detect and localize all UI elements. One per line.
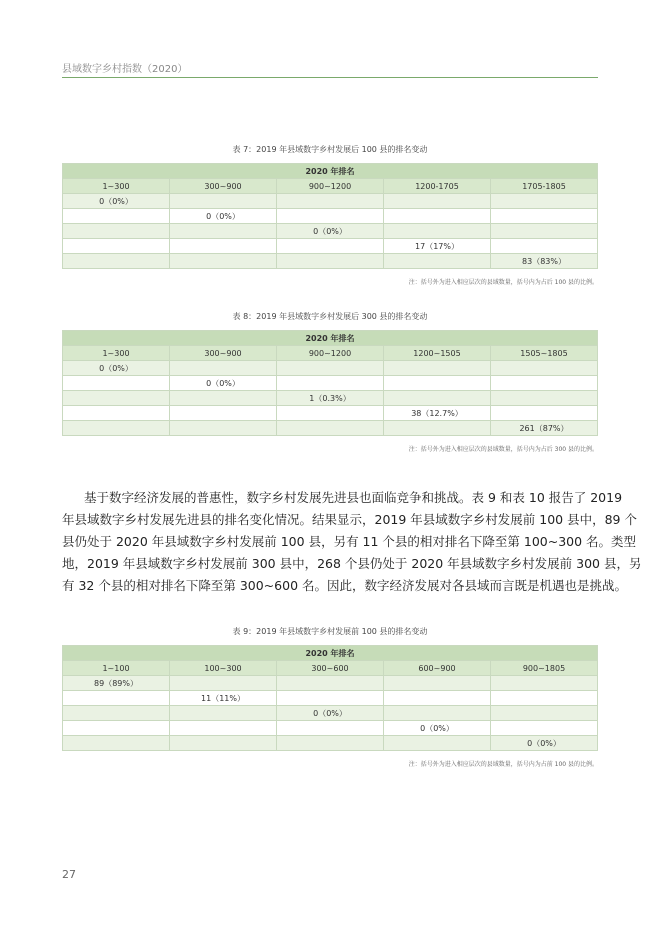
table-cell: [491, 194, 598, 209]
table-cell: 0（0%）: [277, 706, 384, 721]
table-cell: [63, 421, 170, 436]
table-7-col-header: 1~300: [63, 179, 170, 194]
table-cell: 0（0%）: [491, 736, 598, 751]
table-cell: [63, 706, 170, 721]
table-cell: [63, 239, 170, 254]
table-cell: 0（0%）: [170, 209, 277, 224]
table-cell: [277, 421, 384, 436]
table-8-col-header: 1200~1505: [384, 346, 491, 361]
paragraph-line: 基于数字经济发展的普惠性，数字乡村发展先进县也面临竞争和挑战。表 9 和表 10 报告了 2019: [84, 490, 623, 505]
table-cell: [491, 361, 598, 376]
table-cell: [63, 376, 170, 391]
table-row: [63, 376, 598, 391]
table-cell: [63, 391, 170, 406]
table-cell: [63, 406, 170, 421]
table-9-col-header: 1~100: [63, 661, 170, 676]
table-cell: [63, 209, 170, 224]
table-8-col-header: 900~1200: [277, 346, 384, 361]
table-cell: [384, 736, 491, 751]
table-cell: [277, 406, 384, 421]
paragraph-line: 年县域数字乡村发展先进县的排名变化情况。结果显示，2019 年县域数字乡村发展前 100 县中，89 个: [62, 512, 637, 527]
table-cell: [63, 691, 170, 706]
table-cell: [491, 721, 598, 736]
table-cell: [384, 194, 491, 209]
table-cell: [384, 224, 491, 239]
table-cell: [491, 706, 598, 721]
table-row: [63, 721, 598, 736]
table-cell: 89（89%）: [63, 676, 170, 691]
table-7-col-header: 1705-1805: [491, 179, 598, 194]
table-cell: [384, 676, 491, 691]
table-row: [63, 194, 598, 209]
table-cell: 83（83%）: [491, 254, 598, 269]
table-cell: [277, 254, 384, 269]
table-cell: [170, 421, 277, 436]
table-9-col-header: 100~300: [170, 661, 277, 676]
table-cell: [170, 721, 277, 736]
table-cell: 261（87%）: [491, 421, 598, 436]
table-8: [62, 330, 598, 436]
table-cell: [491, 224, 598, 239]
table-8-col-header: 300~900: [170, 346, 277, 361]
table-row: [63, 676, 598, 691]
table-9-col-header: 300~600: [277, 661, 384, 676]
table-9: [62, 645, 598, 751]
table-cell: [384, 691, 491, 706]
table-cell: [277, 376, 384, 391]
table-cell: [384, 361, 491, 376]
table-cell: [277, 194, 384, 209]
table-row: [63, 706, 598, 721]
table-cell: [170, 254, 277, 269]
table-cell: [63, 224, 170, 239]
table-cell: [63, 736, 170, 751]
table-7-col-header: 1200-1705: [384, 179, 491, 194]
table-cell: [170, 239, 277, 254]
table-row: [63, 361, 598, 376]
table-cell: [170, 676, 277, 691]
table-7: [62, 163, 598, 269]
table-cell: [170, 706, 277, 721]
table-row: [63, 736, 598, 751]
table-cell: [491, 209, 598, 224]
table-cell: [63, 721, 170, 736]
running-header: 县域数字乡村指数（2020）: [62, 64, 188, 75]
table-7-col-header: 900~1200: [277, 179, 384, 194]
table-8-col-header: 1505~1805: [491, 346, 598, 361]
body-paragraph: [62, 487, 642, 597]
table-cell: [491, 676, 598, 691]
table-cell: [170, 736, 277, 751]
table-row: [63, 391, 598, 406]
table-row: [63, 209, 598, 224]
table-row: [63, 239, 598, 254]
table-cell: [491, 691, 598, 706]
table-cell: 0（0%）: [277, 224, 384, 239]
table-8-col-header: 1~300: [63, 346, 170, 361]
table-cell: 0（0%）: [63, 361, 170, 376]
table-cell: [170, 406, 277, 421]
table-cell: 0（0%）: [170, 376, 277, 391]
table-9-top-header: 2020 年排名: [63, 646, 598, 661]
table-cell: 0（0%）: [63, 194, 170, 209]
table-cell: 17（17%）: [384, 239, 491, 254]
table-cell: [277, 676, 384, 691]
table-cell: [384, 706, 491, 721]
table-cell: [63, 254, 170, 269]
table-8-top-header: 2020 年排名: [63, 331, 598, 346]
table-9-caption: 表 9：2019 年县域数字乡村发展前 100 县的排名变动: [232, 627, 428, 636]
paragraph-line: 县仍处于 2020 年县域数字乡村发展前 100 县，另有 11 个县的相对排名下降至第 100~300 名。类型: [62, 534, 637, 549]
table-cell: [491, 406, 598, 421]
table-9-note: 注：括号外为进入相应层次的县域数量，括号内为占前 100 县的比例。: [408, 761, 598, 768]
table-7-col-header: 300~900: [170, 179, 277, 194]
table-cell: [277, 361, 384, 376]
table-cell: [384, 376, 491, 391]
table-7-note: 注：括号外为进入相应层次的县域数量，括号内为占后 100 县的比例。: [408, 279, 598, 286]
table-cell: 38（12.7%）: [384, 406, 491, 421]
table-row: [63, 406, 598, 421]
table-row: [63, 254, 598, 269]
table-7-top-header: 2020 年排名: [63, 164, 598, 179]
table-cell: [170, 361, 277, 376]
table-cell: 11（11%）: [170, 691, 277, 706]
table-7-caption: 表 7：2019 年县域数字乡村发展后 100 县的排名变动: [232, 145, 428, 154]
table-cell: [491, 239, 598, 254]
table-cell: [384, 254, 491, 269]
paragraph-line: 有 32 个县的相对排名下降至第 300~600 名。因此，数字经济发展对各县域而言既是机遇也是挑战。: [62, 578, 627, 593]
table-cell: [384, 421, 491, 436]
table-cell: [491, 391, 598, 406]
table-cell: [170, 224, 277, 239]
table-8-caption: 表 8：2019 年县域数字乡村发展后 300 县的排名变动: [232, 312, 428, 321]
paragraph-line: 地，2019 年县域数字乡村发展前 300 县中，268 个县仍处于 2020 年县域数字乡村发展前 300 县，另: [62, 556, 642, 571]
table-cell: [170, 194, 277, 209]
table-9-col-header: 900~1805: [491, 661, 598, 676]
header-divider: [62, 77, 598, 78]
table-8-note: 注：括号外为进入相应层次的县域数量，括号内为占后 300 县的比例。: [408, 446, 598, 453]
table-row: [63, 421, 598, 436]
table-cell: [384, 209, 491, 224]
table-cell: 1（0.3%）: [277, 391, 384, 406]
table-9-col-header: 600~900: [384, 661, 491, 676]
table-cell: [277, 209, 384, 224]
table-cell: [277, 736, 384, 751]
table-cell: [170, 391, 277, 406]
table-cell: [491, 376, 598, 391]
table-row: [63, 691, 598, 706]
table-cell: [384, 391, 491, 406]
page-number: 27: [62, 868, 76, 881]
table-cell: [277, 721, 384, 736]
table-row: [63, 224, 598, 239]
table-cell: [277, 239, 384, 254]
table-cell: 0（0%）: [384, 721, 491, 736]
table-cell: [277, 691, 384, 706]
